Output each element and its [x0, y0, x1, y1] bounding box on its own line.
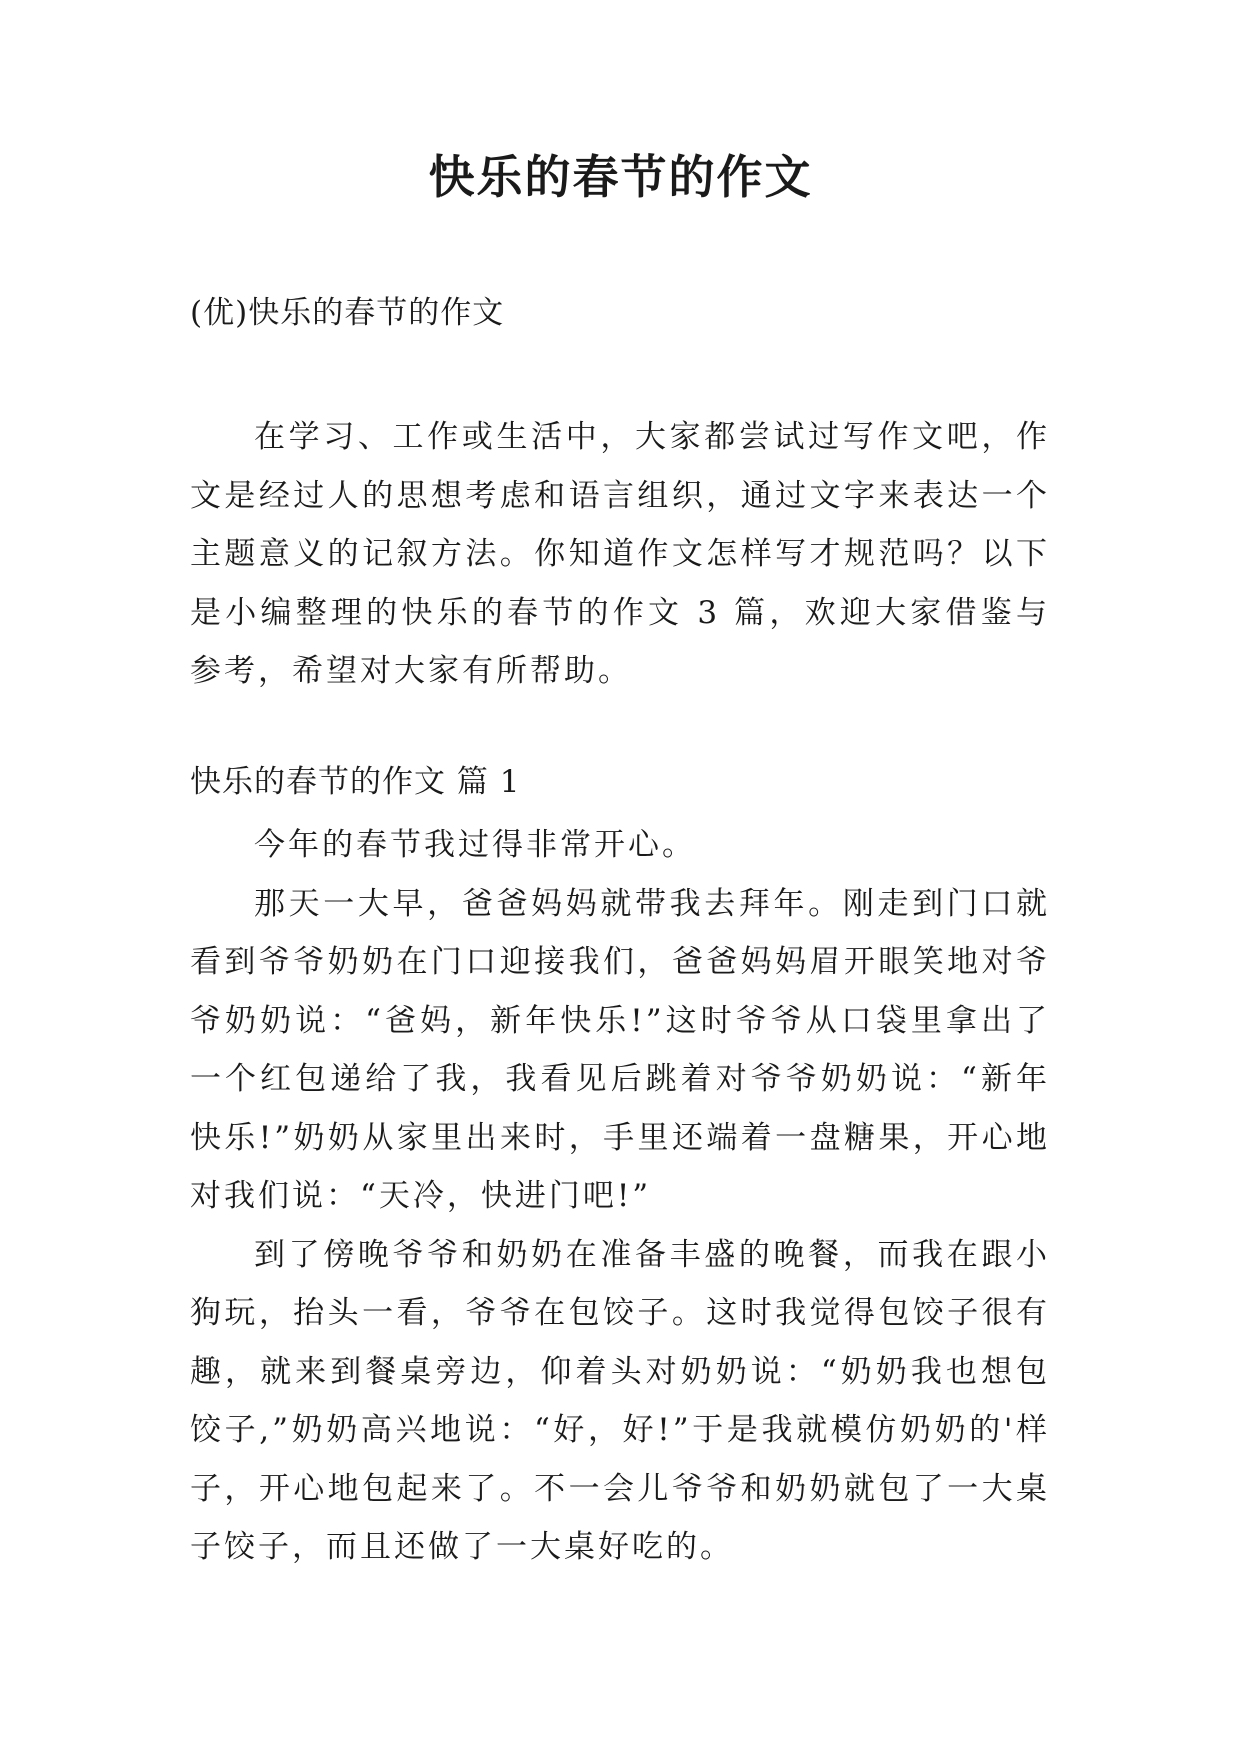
intro-paragraph: 在学习、工作或生活中，大家都尝试过写作文吧，作文是经过人的思想考虑和语言组织，通过文字来表达一个主题意义的记叙方法。你知道作文怎样写才规范吗？以下是小编整理的快乐的春节的作文 3 篇，欢迎大家借鉴与参考，希望对大家有所帮助。 — [190, 419, 1050, 689]
body-paragraph: 到了傍晚爷爷和奶奶在准备丰盛的晚餐，而我在跟小狗玩，抬头一看，爷爷在包饺子。这时我觉得包饺子很有趣，就来到餐桌旁边，仰着头对奶奶说：“奶奶我也想包饺子,”奶奶高兴地说：“好，好!”于是我就模仿奶奶的'样子，开心地包起来了。不一会儿爷爷和奶奶就包了一大桌子饺子，而且还做了一大桌好吃的。 — [190, 1236, 1050, 1565]
document-subtitle: (优)快乐的春节的作文 — [190, 295, 505, 331]
section-body — [190, 816, 1050, 1577]
body-paragraph: 今年的春节我过得非常开心。 — [254, 827, 696, 863]
document-title: 快乐的春节的作文 — [428, 150, 813, 204]
section-heading: 快乐的春节的作文 篇 1 — [190, 764, 521, 800]
body-paragraph: 那天一大早，爸爸妈妈就带我去拜年。刚走到门口就看到爷爷奶奶在门口迎接我们，爸爸妈妈眉开眼笑地对爷爷奶奶说：“爸妈，新年快乐!”这时爷爷从口袋里拿出了一个红包递给了我，我看见后跳着对爷爷奶奶说：“新年快乐!”奶奶从家里出来时，手里还端着一盘糖果，开心地对我们说：“天冷，快进门吧!” — [190, 885, 1050, 1214]
